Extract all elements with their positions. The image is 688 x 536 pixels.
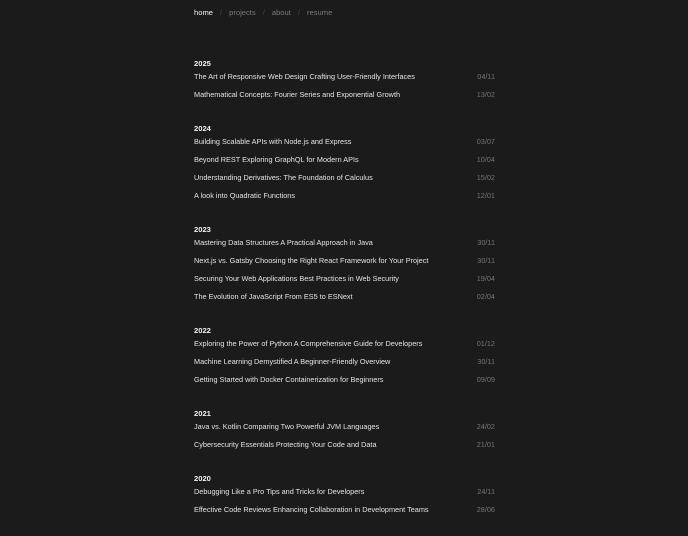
post-date: 30/11: [477, 238, 495, 247]
year-section: [194, 323, 495, 392]
post-title-link[interactable]: Exploring the Power of Python A Comprehensive Guide for Developers: [194, 339, 423, 348]
top-nav: [194, 7, 332, 19]
post-title-link[interactable]: Understanding Derivatives: The Foundation of Calculus: [194, 173, 373, 182]
nav-link-about[interactable]: about: [271, 8, 291, 17]
year-heading: 2020: [194, 474, 211, 483]
year-section: [194, 121, 495, 208]
post-date: 15/02: [476, 173, 495, 182]
post-list-item[interactable]: [194, 71, 495, 89]
post-date: 19/04: [476, 274, 495, 283]
post-title-link[interactable]: The Evolution of JavaScript From ES5 to ESNext: [194, 292, 353, 301]
post-list-item[interactable]: [194, 486, 495, 504]
post-list-item[interactable]: [194, 172, 495, 190]
year-heading: 2022: [194, 326, 211, 335]
post-date: 30/11: [477, 256, 495, 265]
post-list-item[interactable]: [194, 356, 495, 374]
year-section: [194, 471, 495, 522]
post-list-item[interactable]: [194, 237, 495, 255]
post-title-link[interactable]: Java vs. Kotlin Comparing Two Powerful JVM Languages: [194, 422, 380, 431]
post-title-link[interactable]: The Art of Responsive Web Design Crafting User-Friendly Interfaces: [194, 72, 415, 81]
post-title-link[interactable]: Beyond REST Exploring GraphQL for Modern APIs: [194, 155, 359, 164]
post-date: 12/01: [476, 191, 495, 200]
post-date: 10/04: [476, 155, 495, 164]
post-date: 01/12: [476, 339, 495, 348]
post-title-link[interactable]: Getting Started with Docker Containerization for Beginners: [194, 375, 384, 384]
nav-separator: /: [297, 8, 300, 17]
post-title-link[interactable]: Mastering Data Structures A Practical Approach in Java: [194, 238, 373, 247]
post-title-link[interactable]: Securing Your Web Applications Best Practices in Web Security: [194, 274, 399, 283]
post-title-link[interactable]: Building Scalable APIs with Node.js and Express: [194, 137, 352, 146]
post-title-link[interactable]: Cybersecurity Essentials Protecting Your Code and Data: [194, 440, 377, 449]
post-date: 24/02: [476, 422, 495, 431]
post-list-item[interactable]: [194, 154, 495, 172]
post-title-link[interactable]: Next.js vs. Gatsby Choosing the Right React Framework for Your Project: [194, 256, 429, 265]
post-date: 30/11: [477, 357, 495, 366]
post-date: 21/01: [476, 440, 495, 449]
nav-link-resume[interactable]: resume: [306, 8, 333, 17]
post-list-item[interactable]: [194, 89, 495, 107]
post-title-link[interactable]: Effective Code Reviews Enhancing Collaboration in Development Teams: [194, 505, 429, 514]
post-list-item[interactable]: [194, 255, 495, 273]
post-list-item[interactable]: [194, 421, 495, 439]
year-heading: 2025: [194, 59, 211, 68]
year-section: [194, 406, 495, 457]
year-heading: 2021: [194, 409, 211, 418]
post-title-link[interactable]: Debugging Like a Pro Tips and Tricks for Developers: [194, 487, 365, 496]
post-list-item[interactable]: [194, 273, 495, 291]
year-section: [194, 222, 495, 309]
post-date: 24/11: [477, 487, 495, 496]
post-list-item[interactable]: [194, 190, 495, 208]
post-date: 09/09: [476, 375, 495, 384]
post-list-item[interactable]: [194, 439, 495, 457]
nav-separator: /: [262, 8, 265, 17]
post-date: 04/11: [477, 72, 495, 81]
post-list-item[interactable]: [194, 374, 495, 392]
post-list: [194, 56, 495, 536]
post-title-link[interactable]: Machine Learning Demystified A Beginner-Friendly Overview: [194, 357, 391, 366]
nav-link-projects[interactable]: projects: [229, 8, 256, 17]
year-heading: 2023: [194, 225, 211, 234]
year-heading: 2024: [194, 124, 211, 133]
nav-link-home[interactable]: home: [194, 8, 213, 17]
year-section: [194, 56, 495, 107]
nav-separator: /: [220, 8, 223, 17]
post-title-link[interactable]: Mathematical Concepts: Fourier Series and Exponential Growth: [194, 90, 401, 99]
post-list-item[interactable]: [194, 136, 495, 154]
post-list-item[interactable]: [194, 504, 495, 522]
post-list-item[interactable]: [194, 291, 495, 309]
post-date: 02/04: [476, 292, 495, 301]
post-list-item[interactable]: [194, 338, 495, 356]
post-date: 13/02: [476, 90, 495, 99]
post-date: 03/07: [476, 137, 495, 146]
post-date: 28/06: [476, 505, 495, 514]
post-title-link[interactable]: A look into Quadratic Functions: [194, 191, 295, 200]
